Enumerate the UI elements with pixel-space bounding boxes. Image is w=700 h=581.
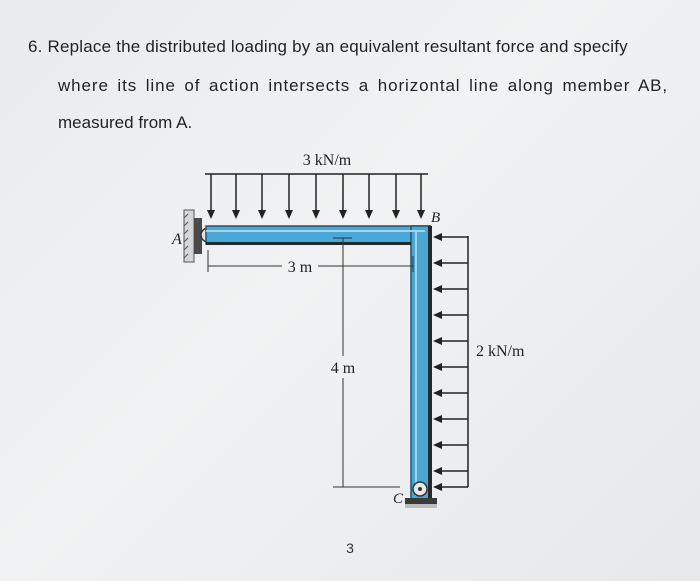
top-load-arrowhead [392, 210, 400, 219]
side-load-arrowhead [433, 389, 442, 397]
top-load-arrowhead [232, 210, 240, 219]
side-load-arrowhead [433, 285, 442, 293]
side-load-arrowhead [433, 441, 442, 449]
top-load-arrowhead [365, 210, 373, 219]
problem-statement-line-3: measured from A. [58, 113, 193, 132]
point-b-label: B [431, 210, 441, 226]
dim-ab-label: 3 m [287, 259, 313, 276]
point-a-label: A [172, 231, 182, 248]
member-ab [206, 226, 430, 244]
side-load-arrowhead [433, 233, 442, 241]
top-load-arrowhead [285, 210, 293, 219]
dimension-ab [208, 250, 413, 276]
side-load-arrowhead [433, 415, 442, 423]
top-load-arrowhead [312, 210, 320, 219]
dimension-bc [331, 238, 400, 487]
page-number: 3 [346, 540, 354, 556]
member-bc [411, 226, 430, 501]
side-load-arrowhead [433, 467, 442, 475]
side-load-arrowhead [433, 363, 442, 371]
frame-members [206, 226, 432, 501]
dim-bc-label: 4 m [330, 360, 356, 377]
top-load-arrowhead [258, 210, 266, 219]
point-c-label: C [393, 491, 404, 507]
top-distributed-load [205, 152, 428, 219]
side-load-arrowhead [433, 311, 442, 319]
side-load-arrowhead [433, 337, 442, 345]
side-load-label: 2 kN/m [476, 343, 525, 360]
side-load-arrowhead [433, 259, 442, 267]
top-load-arrowhead [339, 210, 347, 219]
problem-number: 6. [28, 37, 43, 56]
problem-statement-line-2: where its line of action intersects a horizontal line along member AB, [58, 76, 669, 95]
side-load-arrows [433, 233, 468, 491]
top-load-arrowhead [417, 210, 425, 219]
top-load-label: 3 kN/m [302, 152, 352, 169]
top-load-arrows [207, 174, 425, 219]
side-distributed-load [433, 233, 525, 491]
roller-support-c [405, 482, 437, 508]
side-load-arrowhead [433, 483, 442, 491]
problem-line-1-text: Replace the distributed loading by an equivalent resultant force and specify [47, 37, 628, 56]
top-load-arrowhead [207, 210, 215, 219]
